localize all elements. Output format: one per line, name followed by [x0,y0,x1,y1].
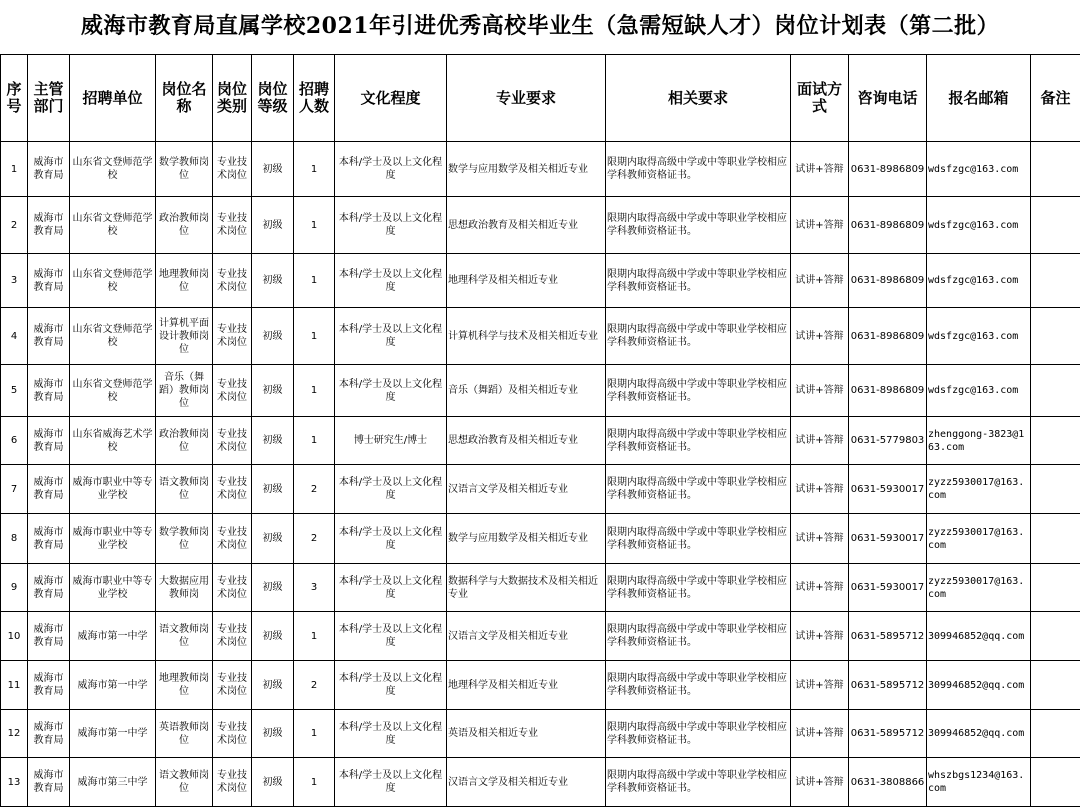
cell-email: wdsfzgc@163.com [927,197,1031,254]
table-row [1,142,1080,197]
cell-dept: 威海市教育局 [28,197,70,254]
cell-unit: 山东省文登师范学校 [70,142,156,197]
cell-education: 本科/学士及以上文化程度 [335,142,447,197]
table-row [1,661,1080,710]
header-unit: 招聘单位 [70,55,156,142]
cell-level: 初级 [252,308,294,365]
cell-note [1031,308,1080,365]
cell-email: wdsfzgc@163.com [927,142,1031,197]
cell-post: 语文教师岗位 [156,758,213,807]
cell-education: 本科/学士及以上文化程度 [335,564,447,612]
cell-requirements: 限期内取得高级中学或中等职业学校相应学科教师资格证书。 [606,514,791,564]
cell-unit: 威海市第一中学 [70,661,156,710]
cell-dept: 威海市教育局 [28,710,70,758]
job-plan-table [0,54,1080,807]
cell-email: zhenggong-3823@163.com [927,417,1031,465]
cell-post: 英语教师岗位 [156,710,213,758]
cell-note [1031,758,1080,807]
cell-count: 2 [294,661,335,710]
cell-phone: 0631-5930017 [849,514,927,564]
cell-dept: 威海市教育局 [28,254,70,308]
cell-requirements: 限期内取得高级中学或中等职业学校相应学科教师资格证书。 [606,661,791,710]
cell-interview: 试讲+答辩 [791,514,849,564]
cell-no: 9 [1,564,28,612]
cell-post: 地理教师岗位 [156,254,213,308]
cell-dept: 威海市教育局 [28,308,70,365]
header-education: 文化程度 [335,55,447,142]
cell-level: 初级 [252,365,294,417]
cell-requirements: 限期内取得高级中学或中等职业学校相应学科教师资格证书。 [606,365,791,417]
cell-level: 初级 [252,417,294,465]
cell-phone: 0631-5779803 [849,417,927,465]
cell-no: 1 [1,142,28,197]
cell-unit: 山东省文登师范学校 [70,365,156,417]
cell-no: 6 [1,417,28,465]
cell-interview: 试讲+答辩 [791,365,849,417]
cell-dept: 威海市教育局 [28,661,70,710]
header-dept: 主管部门 [28,55,70,142]
cell-no: 4 [1,308,28,365]
cell-no: 3 [1,254,28,308]
cell-education: 本科/学士及以上文化程度 [335,710,447,758]
header-requirements: 相关要求 [606,55,791,142]
cell-phone: 0631-8986809 [849,254,927,308]
cell-unit: 山东省文登师范学校 [70,197,156,254]
cell-count: 1 [294,417,335,465]
cell-phone: 0631-5930017 [849,465,927,514]
table-row [1,465,1080,514]
cell-education: 本科/学士及以上文化程度 [335,365,447,417]
cell-category: 专业技术岗位 [213,758,252,807]
cell-category: 专业技术岗位 [213,612,252,661]
cell-unit: 山东省文登师范学校 [70,308,156,365]
cell-interview: 试讲+答辩 [791,612,849,661]
cell-unit: 山东省威海艺术学校 [70,417,156,465]
cell-email: whszbgs1234@163.com [927,758,1031,807]
cell-category: 专业技术岗位 [213,365,252,417]
page-title: 威海市教育局直属学校2021年引进优秀高校毕业生（急需短缺人才）岗位计划表（第二批） [80,13,1000,39]
cell-level: 初级 [252,465,294,514]
cell-dept: 威海市教育局 [28,465,70,514]
cell-dept: 威海市教育局 [28,142,70,197]
cell-no: 5 [1,365,28,417]
cell-phone: 0631-8986809 [849,142,927,197]
cell-post: 计算机平面设计教师岗位 [156,308,213,365]
cell-requirements: 限期内取得高级中学或中等职业学校相应学科教师资格证书。 [606,564,791,612]
cell-note [1031,514,1080,564]
cell-major: 英语及相关相近专业 [447,710,606,758]
cell-education: 本科/学士及以上文化程度 [335,514,447,564]
cell-category: 专业技术岗位 [213,661,252,710]
cell-count: 1 [294,365,335,417]
cell-level: 初级 [252,661,294,710]
cell-level: 初级 [252,710,294,758]
cell-education: 本科/学士及以上文化程度 [335,758,447,807]
cell-email: wdsfzgc@163.com [927,254,1031,308]
cell-note [1031,661,1080,710]
header-no: 序号 [1,55,28,142]
cell-interview: 试讲+答辩 [791,564,849,612]
header-category: 岗位类别 [213,55,252,142]
cell-interview: 试讲+答辩 [791,710,849,758]
header-note: 备注 [1031,55,1080,142]
cell-post: 数学教师岗位 [156,514,213,564]
cell-level: 初级 [252,564,294,612]
cell-unit: 威海市职业中等专业学校 [70,514,156,564]
cell-requirements: 限期内取得高级中学或中等职业学校相应学科教师资格证书。 [606,758,791,807]
cell-count: 3 [294,564,335,612]
cell-email: zyzz5930017@163.com [927,564,1031,612]
table-header-row [1,55,1080,142]
cell-post: 政治教师岗位 [156,417,213,465]
cell-note [1031,197,1080,254]
cell-email: 309946852@qq.com [927,612,1031,661]
cell-education: 本科/学士及以上文化程度 [335,254,447,308]
cell-major: 思想政治教育及相关相近专业 [447,417,606,465]
cell-level: 初级 [252,514,294,564]
cell-dept: 威海市教育局 [28,758,70,807]
cell-note [1031,142,1080,197]
cell-interview: 试讲+答辩 [791,758,849,807]
table-row [1,308,1080,365]
cell-post: 语文教师岗位 [156,465,213,514]
cell-post: 音乐（舞蹈）教师岗位 [156,365,213,417]
cell-phone: 0631-8986809 [849,365,927,417]
cell-no: 2 [1,197,28,254]
table-row [1,564,1080,612]
header-major: 专业要求 [447,55,606,142]
cell-requirements: 限期内取得高级中学或中等职业学校相应学科教师资格证书。 [606,254,791,308]
cell-major: 汉语言文学及相关相近专业 [447,758,606,807]
cell-phone: 0631-5930017 [849,564,927,612]
cell-requirements: 限期内取得高级中学或中等职业学校相应学科教师资格证书。 [606,612,791,661]
cell-count: 1 [294,254,335,308]
cell-count: 1 [294,758,335,807]
cell-level: 初级 [252,197,294,254]
table-row [1,710,1080,758]
cell-post: 大数据应用教师岗 [156,564,213,612]
cell-category: 专业技术岗位 [213,308,252,365]
cell-note [1031,254,1080,308]
cell-note [1031,465,1080,514]
cell-dept: 威海市教育局 [28,417,70,465]
cell-unit: 山东省文登师范学校 [70,254,156,308]
cell-category: 专业技术岗位 [213,254,252,308]
cell-post: 政治教师岗位 [156,197,213,254]
cell-phone: 0631-5895712 [849,612,927,661]
cell-major: 数学与应用数学及相关相近专业 [447,514,606,564]
cell-major: 地理科学及相关相近专业 [447,661,606,710]
cell-category: 专业技术岗位 [213,465,252,514]
cell-requirements: 限期内取得高级中学或中等职业学校相应学科教师资格证书。 [606,308,791,365]
cell-interview: 试讲+答辩 [791,308,849,365]
cell-note [1031,417,1080,465]
cell-major: 汉语言文学及相关相近专业 [447,465,606,514]
cell-interview: 试讲+答辩 [791,465,849,514]
cell-email: 309946852@qq.com [927,710,1031,758]
cell-category: 专业技术岗位 [213,417,252,465]
cell-education: 博士研究生/博士 [335,417,447,465]
header-count: 招聘人数 [294,55,335,142]
cell-requirements: 限期内取得高级中学或中等职业学校相应学科教师资格证书。 [606,197,791,254]
header-interview: 面试方式 [791,55,849,142]
cell-unit: 威海市第一中学 [70,612,156,661]
cell-count: 1 [294,142,335,197]
cell-email: wdsfzgc@163.com [927,365,1031,417]
cell-count: 2 [294,465,335,514]
table-row [1,612,1080,661]
cell-count: 1 [294,710,335,758]
cell-no: 7 [1,465,28,514]
header-level: 岗位等级 [252,55,294,142]
cell-interview: 试讲+答辩 [791,254,849,308]
cell-note [1031,564,1080,612]
cell-unit: 威海市职业中等专业学校 [70,564,156,612]
cell-post: 地理教师岗位 [156,661,213,710]
cell-major: 计算机科学与技术及相关相近专业 [447,308,606,365]
cell-phone: 0631-5895712 [849,710,927,758]
cell-level: 初级 [252,254,294,308]
cell-major: 地理科学及相关相近专业 [447,254,606,308]
cell-category: 专业技术岗位 [213,564,252,612]
cell-major: 数据科学与大数据技术及相关相近专业 [447,564,606,612]
cell-phone: 0631-8986809 [849,197,927,254]
cell-email: 309946852@qq.com [927,661,1031,710]
cell-note [1031,612,1080,661]
cell-level: 初级 [252,612,294,661]
cell-requirements: 限期内取得高级中学或中等职业学校相应学科教师资格证书。 [606,710,791,758]
header-phone: 咨询电话 [849,55,927,142]
cell-dept: 威海市教育局 [28,514,70,564]
cell-unit: 威海市职业中等专业学校 [70,465,156,514]
cell-requirements: 限期内取得高级中学或中等职业学校相应学科教师资格证书。 [606,465,791,514]
cell-phone: 0631-8986809 [849,308,927,365]
cell-no: 11 [1,661,28,710]
cell-email: zyzz5930017@163.com [927,465,1031,514]
table-row [1,417,1080,465]
cell-level: 初级 [252,758,294,807]
cell-education: 本科/学士及以上文化程度 [335,661,447,710]
cell-level: 初级 [252,142,294,197]
cell-dept: 威海市教育局 [28,612,70,661]
cell-unit: 威海市第三中学 [70,758,156,807]
cell-education: 本科/学士及以上文化程度 [335,308,447,365]
cell-requirements: 限期内取得高级中学或中等职业学校相应学科教师资格证书。 [606,142,791,197]
cell-major: 音乐（舞蹈）及相关相近专业 [447,365,606,417]
cell-major: 思想政治教育及相关相近专业 [447,197,606,254]
cell-interview: 试讲+答辩 [791,197,849,254]
cell-email: zyzz5930017@163.com [927,514,1031,564]
cell-major: 数学与应用数学及相关相近专业 [447,142,606,197]
cell-no: 8 [1,514,28,564]
cell-education: 本科/学士及以上文化程度 [335,612,447,661]
cell-interview: 试讲+答辩 [791,142,849,197]
cell-count: 1 [294,612,335,661]
cell-post: 语文教师岗位 [156,612,213,661]
cell-email: wdsfzgc@163.com [927,308,1031,365]
cell-no: 10 [1,612,28,661]
header-email: 报名邮箱 [927,55,1031,142]
cell-category: 专业技术岗位 [213,514,252,564]
cell-post: 数学教师岗位 [156,142,213,197]
table-row [1,365,1080,417]
cell-note [1031,365,1080,417]
cell-interview: 试讲+答辩 [791,661,849,710]
cell-count: 1 [294,308,335,365]
cell-note [1031,710,1080,758]
cell-dept: 威海市教育局 [28,564,70,612]
table-row [1,197,1080,254]
cell-education: 本科/学士及以上文化程度 [335,197,447,254]
cell-category: 专业技术岗位 [213,197,252,254]
cell-interview: 试讲+答辩 [791,417,849,465]
cell-count: 2 [294,514,335,564]
cell-major: 汉语言文学及相关相近专业 [447,612,606,661]
cell-count: 1 [294,197,335,254]
cell-no: 13 [1,758,28,807]
table-row [1,514,1080,564]
header-post: 岗位名称 [156,55,213,142]
cell-category: 专业技术岗位 [213,710,252,758]
table-row [1,254,1080,308]
cell-education: 本科/学士及以上文化程度 [335,465,447,514]
table-row [1,758,1080,807]
cell-dept: 威海市教育局 [28,365,70,417]
cell-category: 专业技术岗位 [213,142,252,197]
cell-requirements: 限期内取得高级中学或中等职业学校相应学科教师资格证书。 [606,417,791,465]
cell-no: 12 [1,710,28,758]
cell-phone: 0631-3808866 [849,758,927,807]
cell-unit: 威海市第一中学 [70,710,156,758]
cell-phone: 0631-5895712 [849,661,927,710]
